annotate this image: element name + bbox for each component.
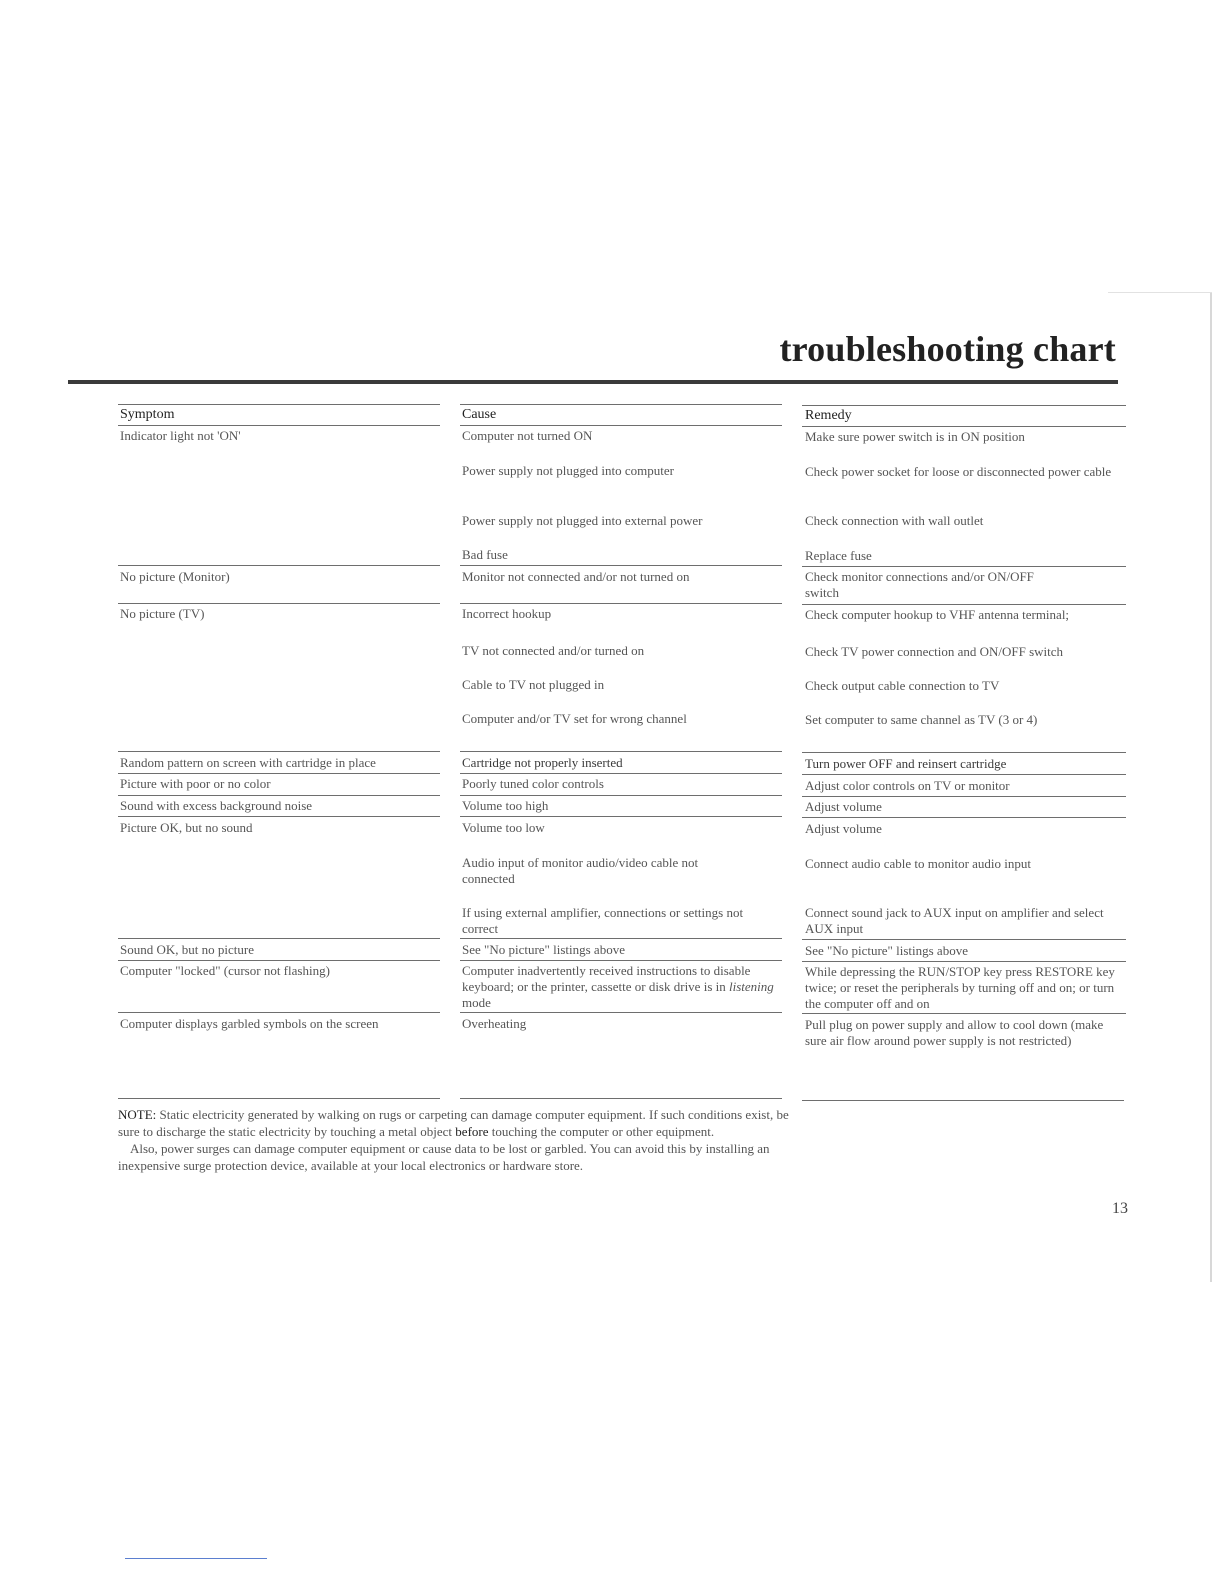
note-paragraph-2: Also, power surges can damage computer equipment or cause data to be lost or garbled. You can avoid this by installing an inexpensive surge protection device, available at your local electronics or hardware store. <box>118 1141 770 1173</box>
row-rule <box>802 752 1126 753</box>
row-rule <box>460 603 782 604</box>
cause-cell: Bad fuse <box>462 547 508 562</box>
remedy-cell: Adjust color controls on TV or monitor <box>805 778 1010 793</box>
row-rule <box>118 1012 440 1013</box>
cause-cell: Overheating <box>462 1016 527 1031</box>
cause-cell: Computer and/or TV set for wrong channel <box>462 711 687 726</box>
note-text-end: touching the computer or other equipment. <box>491 1124 715 1139</box>
remedy-cell: Connect audio cable to monitor audio input <box>805 856 1032 871</box>
title-rule <box>68 380 1118 384</box>
cause-cell: Power supply not plugged into external power <box>462 513 703 528</box>
remedy-cell: Connect sound jack to AUX input on amplifier and select AUX input <box>805 905 1104 936</box>
cause-cell: TV not connected and/or turned on <box>462 643 645 658</box>
header-cause: Cause <box>462 407 497 422</box>
page-number: 13 <box>1112 1200 1128 1217</box>
row-rule <box>802 817 1126 818</box>
cause-cell: Volume too low <box>462 820 545 835</box>
symptom-cell: No picture (TV) <box>120 606 205 621</box>
remedy-cell: See "No picture" listings above <box>805 943 968 958</box>
row-rule <box>802 566 1126 567</box>
column-top-rule-cause <box>460 404 782 405</box>
cause-cell: Computer not turned ON <box>462 428 593 443</box>
table-bottom-rule <box>460 1098 782 1099</box>
note-paragraph-1 <box>118 1106 808 1140</box>
header-rule-symptom <box>118 425 440 426</box>
remedy-cell: Pull plug on power supply and allow to cool down (make sure air flow around power supply is not restricted) <box>805 1017 1104 1048</box>
row-rule <box>460 565 782 566</box>
footer-rule <box>125 1558 267 1559</box>
remedy-cell: Check power socket for loose or disconnected power cable <box>805 464 1112 479</box>
cause-cell: If using external amplifier, connections or settings not correct <box>462 905 744 936</box>
row-rule <box>460 751 782 752</box>
remedy-cell: Check TV power connection and ON/OFF switch <box>805 644 1064 659</box>
row-rule <box>118 816 440 817</box>
header-symptom: Symptom <box>120 407 175 422</box>
row-rule <box>460 938 782 939</box>
column-top-rule-symptom <box>118 404 440 405</box>
remedy-cell: Check connection with wall outlet <box>805 513 984 528</box>
cause-cell: Audio input of monitor audio/video cable not connected <box>462 855 699 886</box>
table-bottom-rule <box>118 1098 440 1099</box>
cause-cell: Cable to TV not plugged in <box>462 677 605 692</box>
symptom-cell: Sound with excess background noise <box>120 798 313 813</box>
row-rule <box>802 604 1126 605</box>
row-rule <box>118 565 440 566</box>
row-rule <box>802 961 1126 962</box>
row-rule <box>802 939 1126 940</box>
remedy-cell: Replace fuse <box>805 548 872 563</box>
symptom-cell: Computer "locked" (cursor not flashing) <box>120 963 330 978</box>
row-rule <box>460 1012 782 1013</box>
row-rule <box>118 938 440 939</box>
row-rule <box>460 816 782 817</box>
header-rule-remedy <box>802 426 1126 427</box>
symptom-cell: Random pattern on screen with cartridge in place <box>120 755 376 770</box>
row-rule <box>118 751 440 752</box>
remedy-cell: Make sure power switch is in ON position <box>805 429 1025 444</box>
cause-cell <box>462 963 782 1011</box>
note-text: Static electricity generated by walking on rugs or carpeting can damage computer equipment. If such conditions exist, be sure to discharge the static electricity by touching a metal object <box>118 1107 789 1139</box>
cause-text: Computer inadvertently received instructions to disable keyboard; or the printer, cassette or disk drive is in <box>462 963 751 994</box>
row-rule <box>460 960 782 961</box>
remedy-cell: Set computer to same channel as TV (3 or 4) <box>805 712 1038 727</box>
symptom-cell: Picture OK, but no sound <box>120 820 253 835</box>
row-rule <box>460 773 782 774</box>
cause-cell: Power supply not plugged into computer <box>462 463 674 478</box>
header-rule-cause <box>460 425 782 426</box>
symptom-cell: No picture (Monitor) <box>120 569 230 584</box>
row-rule <box>802 796 1126 797</box>
remedy-cell: Check output cable connection to TV <box>805 678 1000 693</box>
row-rule <box>118 603 440 604</box>
column-top-rule-remedy <box>802 405 1126 406</box>
cause-cell: Cartridge not properly inserted <box>462 755 623 770</box>
symptom-cell: Picture with poor or no color <box>120 776 271 791</box>
remedy-cell: Check computer hookup to VHF antenna terminal; <box>805 607 1070 622</box>
cause-cell: Poorly tuned color controls <box>462 776 604 791</box>
remedy-cell: Turn power OFF and reinsert cartridge <box>805 756 1007 771</box>
scan-edge <box>1210 292 1212 1282</box>
symptom-cell: Indicator light not 'ON' <box>120 428 241 443</box>
note-emphasis: before <box>455 1124 489 1139</box>
row-rule <box>118 795 440 796</box>
cause-emphasis: listening <box>729 979 774 994</box>
row-rule <box>802 1013 1126 1014</box>
row-rule <box>460 795 782 796</box>
remedy-cell: Adjust volume <box>805 799 882 814</box>
table-bottom-rule <box>802 1100 1124 1101</box>
page-title: troubleshooting chart <box>779 329 1116 369</box>
remedy-cell: While depressing the RUN/STOP key press RESTORE key twice; or reset the peripherals by turning off and on; or turn the computer off and on <box>805 964 1115 1011</box>
note-block <box>118 1106 808 1174</box>
remedy-cell: Check monitor connections and/or ON/OFF switch <box>805 569 1034 600</box>
cause-cell: Incorrect hookup <box>462 606 552 621</box>
symptom-cell: Computer displays garbled symbols on the screen <box>120 1016 379 1031</box>
cause-cell: Monitor not connected and/or not turned on <box>462 569 690 584</box>
row-rule <box>802 774 1126 775</box>
cause-cell: Volume too high <box>462 798 549 813</box>
row-rule <box>118 773 440 774</box>
header-remedy: Remedy <box>805 408 852 423</box>
symptom-cell: Sound OK, but no picture <box>120 942 254 957</box>
note-label: NOTE: <box>118 1107 157 1122</box>
scan-edge-top <box>1108 292 1212 293</box>
remedy-cell: Adjust volume <box>805 821 882 836</box>
cause-cell: See "No picture" listings above <box>462 942 625 957</box>
row-rule <box>118 960 440 961</box>
cause-text-end: mode <box>462 995 491 1010</box>
